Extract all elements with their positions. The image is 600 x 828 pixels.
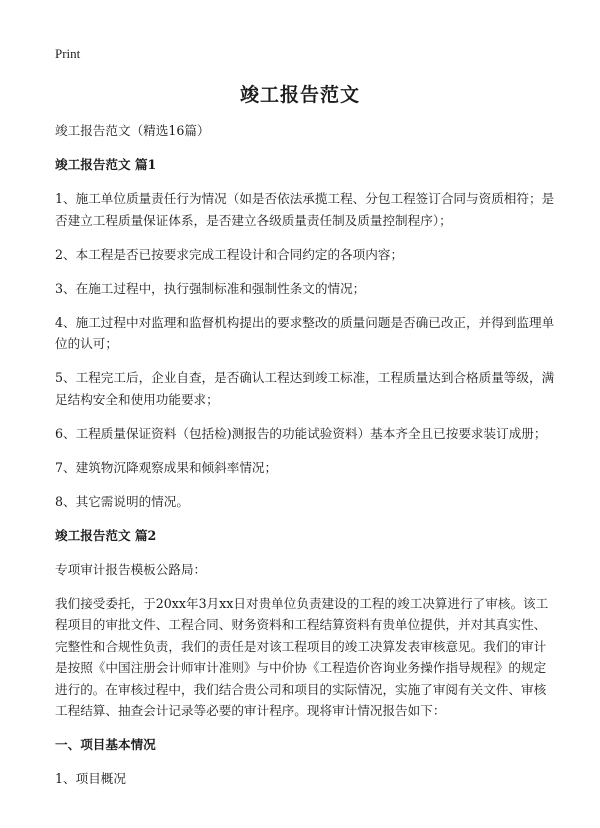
subsection-heading: 一、项目基本情况 xyxy=(55,737,156,752)
section1-item: 1、施工单位质量责任行为情况（如是否依法承揽工程、分包工程签订合同与资质相符；是否建立工程质量保证体系，是否建立各级质量责任制及质量控制程序）； xyxy=(55,191,555,228)
subsection-item: 1、项目概况 xyxy=(55,771,126,786)
section1-item: 4、施工过程中对监理和监督机构提出的要求整改的质量问题是否确已改正，并得到监理单位的认可； xyxy=(55,314,555,351)
document-subtitle: 竣工报告范文（精选16篇） xyxy=(55,123,210,138)
section1-item: 8、其它需说明的情况。 xyxy=(55,493,189,509)
section1-item: 7、建筑物沉降观察成果和倾斜率情况； xyxy=(55,459,278,475)
section-heading-2: 竣工报告范文 篇2 xyxy=(55,527,157,543)
document-title: 竣工报告范文 xyxy=(239,84,360,106)
section1-item: 2、本工程是否已按要求完成工程设计和合同约定的各项内容； xyxy=(55,246,404,262)
print-label[interactable]: Print xyxy=(55,46,81,61)
salutation: 专项审计报告模板公路局： xyxy=(55,561,207,577)
section1-item: 3、在施工过程中，执行强制标准和强制性条文的情况； xyxy=(55,280,366,296)
section1-item: 5、工程完工后，企业自查，是否确认工程达到竣工标准，工程质量达到合格质量等级，满足结构安全和使用功能要求； xyxy=(55,370,555,407)
section-heading-1: 竣工报告范文 篇1 xyxy=(55,157,157,172)
section1-item: 6、工程质量保证资料（包括检)测报告的功能试验资料）基本齐全且已按要求装订成册； xyxy=(55,425,547,441)
document-body xyxy=(55,120,555,802)
body-paragraph: 我们接受委托，于20xx年3月xx日对贵单位负责建设的工程的竣工决算进行了审核。该工程项目的审批文件、工程合同、财务资料和工程结算资料有贵单位提供，并对其真实性、完整性和合规性负责，我们的责任是对该工程项目的竣工决算发表审核意见。我们的审计是按照《中国注册会计师审计准则》与中价协《工程造价咨询业务操作指导规程》的规定进行的。在审核过程中，我们结合贵公司和项目的实际情况，实施了审阅有关文件、审核工程结算、抽查会计记录等必要的审计程序。现将审计情况报告如下： xyxy=(55,595,549,718)
